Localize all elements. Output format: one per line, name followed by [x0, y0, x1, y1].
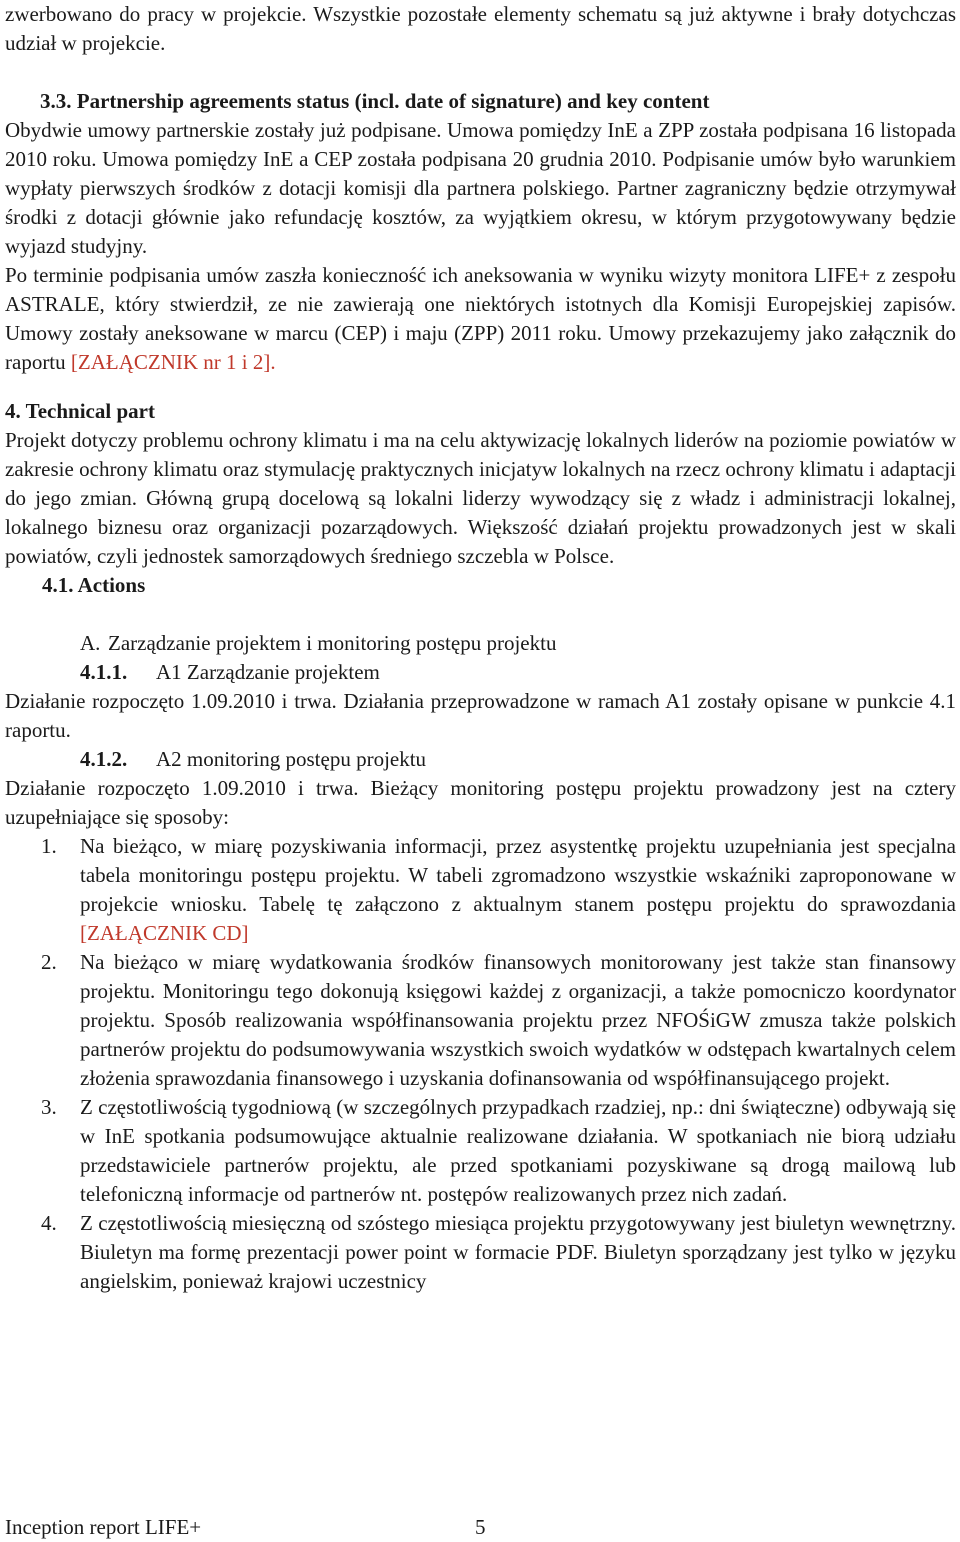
subsection-a	[80, 629, 956, 658]
list-item-number: 4.	[41, 1211, 57, 1235]
a1-paragraph: Działanie rozpoczęto 1.09.2010 i trwa. Działania przeprowadzone w ramach A1 zostały opisane w punkcie 4.1 raportu.	[5, 689, 956, 742]
list-item	[5, 1093, 956, 1209]
heading-4-1-1	[80, 658, 956, 687]
heading-4-1-2	[80, 745, 956, 774]
page-number: 5	[475, 1515, 486, 1539]
list-item-number: 3.	[41, 1095, 57, 1119]
a2-paragraph: Działanie rozpoczęto 1.09.2010 i trwa. Bieżący monitoring postępu projektu prowadzony jest na cztery uzupełniające się sposoby:	[5, 776, 956, 829]
heading-4-1: 4.1. Actions	[42, 573, 146, 597]
list-item	[5, 948, 956, 1093]
document-page	[5, 0, 956, 1296]
list-item	[5, 832, 956, 948]
list-item-number: 1.	[41, 834, 57, 858]
list-item-text: Z częstotliwością tygodniową (w szczególnych przypadkach rzadziej, np.: dni świąteczne) odbywają się w InE spotkania podsumowujące aktualnie realizowane działania. W spotkaniach nie biorą udziału przedstawiciele partnerów projektu, ale przed spotkaniami pozyskiwane są drogą mailową lub telefoniczną informacje od partnerów nt. postępów realizowanych przez nich zadań.	[80, 1095, 956, 1206]
heading-4-1-2-title: A2 monitoring postępu projektu	[156, 747, 427, 771]
intro-paragraph: zwerbowano do pracy w projekcie. Wszystkie pozostałe elementy schematu są już aktywne i brały dotychczas udział w projekcie.	[5, 2, 956, 55]
subsection-a-title: Zarządzanie projektem i monitoring postępu projektu	[108, 631, 557, 655]
heading-4-1-2-number: 4.1.2.	[80, 747, 128, 771]
partnership-paragraph-2-text: Po terminie podpisania umów zaszła konieczność ich aneksowania w wyniku wizyty monitora LIFE+ z zespołu ASTRALE, który stwierdził, ze nie zawierają one niektórych istotnych dla Komisji Europejskiej zapisów. Umowy zostały aneksowane w marcu (CEP) i maju (ZPP) 2011 roku. Umowy przekazujemy jako załącznik do raportu	[5, 263, 956, 374]
technical-part-paragraph: Projekt dotyczy problemu ochrony klimatu i ma na celu aktywizację lokalnych liderów na poziomie powiatów w zakresie ochrony klimatu oraz stymulację praktycznych inicjatyw lokalnych na rzecz ochrony klimatu i adaptacji do jego zmian. Główną grupą docelową są lokalni liderzy wywodzący się z władz i administracji lokalnej, lokalnego biznesu oraz organizacji pozarządowych. Większość działań projektu prowadzonych jest w skali powiatów, czyli jednostek samorządowych średniego szczebla w Polsce.	[5, 428, 956, 568]
list-item-text: Z częstotliwością miesięczną od szóstego miesiąca projektu przygotowywany jest biuletyn wewnętrzny. Biuletyn ma formę prezentacji power point w formacie PDF. Biuletyn sporządzany jest tylko w języku angielskim, ponieważ krajowi uczestnicy	[80, 1211, 956, 1293]
attachment-reference-cd: [ZAŁĄCZNIK CD]	[80, 921, 249, 945]
heading-4: 4. Technical part	[5, 399, 155, 423]
list-item-number: 2.	[41, 950, 57, 974]
list-item-text: Na bieżąco w miarę wydatkowania środków finansowych monitorowany jest także stan finansowy projektu. Monitoringu tego dokonują księgowi każdej z organizacji, a także pomocniczo koordynator projektu. Sposób realizowania współfinansowania projektu przez NFOŚiGW zmusza także polskich partnerów projektu do podsumowywania wszystkich swoich wydatków w odstępach kwartalnych celem złożenia sprawozdania finansowego i uzyskania dofinansowania od współfinansującego projekt.	[80, 950, 956, 1090]
attachment-reference-1-2: [ZAŁĄCZNIK nr 1 i 2].	[70, 350, 276, 374]
partnership-paragraph-2	[5, 261, 956, 377]
list-item-text: Na bieżąco, w miarę pozyskiwania informacji, przez asystentkę projektu uzupełniania jest specjalna tabela monitoringu postępu projektu. W tabeli zgromadzono wszystkie wskaźniki zaproponowane w projekcie wniosku. Tabelę tę załączono z aktualnym stanem postępu projektu do sprawozdania	[80, 834, 956, 916]
spacer	[5, 600, 956, 629]
list-item	[5, 1209, 956, 1296]
page-footer	[5, 1513, 605, 1542]
footer-title: Inception report LIFE+	[5, 1515, 202, 1539]
heading-4-1-1-title: A1 Zarządzanie projektem	[156, 660, 380, 684]
monitoring-methods-list	[5, 832, 956, 1296]
subsection-a-letter: A.	[80, 631, 101, 655]
partnership-paragraph-1: Obydwie umowy partnerskie zostały już podpisane. Umowa pomiędzy InE a ZPP została podpisana 16 listopada 2010 roku. Umowa pomiędzy InE a CEP została podpisana 20 grudnia 2010. Podpisanie umów było warunkiem wypłaty pierwszych środków z dotacji komisji dla partnera polskiego. Partner zagraniczny będzie otrzymywał środki z dotacji głównie jako refundację kosztów, za wyjątkiem okresu, w którym przygotowywany będzie wyjazd studyjny.	[5, 118, 956, 258]
heading-4-1-1-number: 4.1.1.	[80, 660, 128, 684]
heading-3-3: 3.3. Partnership agreements status (incl. date of signature) and key content	[40, 89, 710, 113]
